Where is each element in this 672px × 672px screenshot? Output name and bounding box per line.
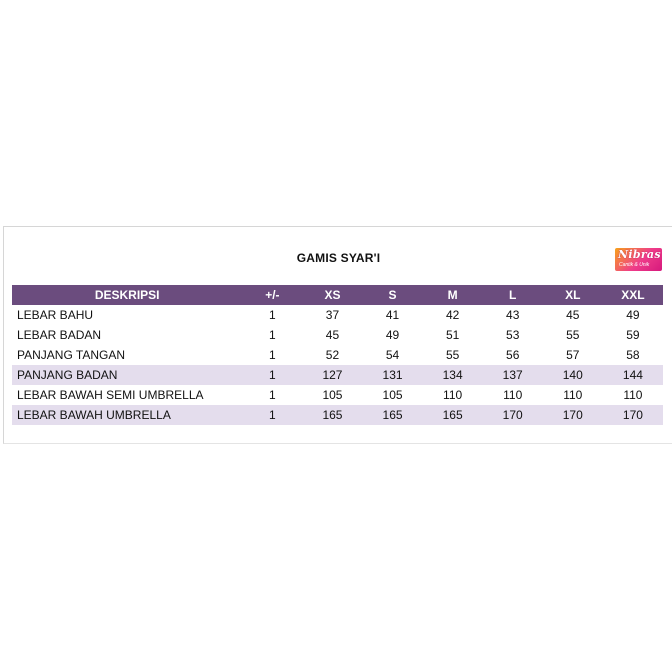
- header-m: M: [423, 285, 483, 305]
- table-cell: 131: [363, 365, 423, 385]
- row-label: LEBAR BAWAH SEMI UMBRELLA: [12, 385, 242, 405]
- table-cell: 49: [363, 325, 423, 345]
- header-tolerance: +/-: [242, 285, 302, 305]
- table-cell: 165: [302, 405, 362, 425]
- table-cell: 110: [603, 385, 663, 405]
- table-cell: 1: [242, 345, 302, 365]
- table-cell: 55: [543, 325, 603, 345]
- table-cell: 45: [302, 325, 362, 345]
- table-cell: 41: [363, 305, 423, 325]
- table-cell: 52: [302, 345, 362, 365]
- table-cell: 43: [483, 305, 543, 325]
- chart-title: GAMIS SYAR'I: [296, 251, 381, 265]
- table-cell: 105: [302, 385, 362, 405]
- table-cell: 37: [302, 305, 362, 325]
- table-row: [12, 385, 663, 405]
- table-cell: 1: [242, 405, 302, 425]
- table-cell: 1: [242, 385, 302, 405]
- table-cell: 105: [363, 385, 423, 405]
- table-cell: 110: [483, 385, 543, 405]
- table-cell: 165: [423, 405, 483, 425]
- table-cell: 42: [423, 305, 483, 325]
- table-cell: 56: [483, 345, 543, 365]
- table-row: [12, 305, 663, 325]
- brand-logo-icon: [615, 248, 662, 271]
- size-chart-panel: [3, 226, 672, 444]
- table-cell: 110: [543, 385, 603, 405]
- table-cell: 170: [483, 405, 543, 425]
- table-cell: 1: [242, 325, 302, 345]
- table-cell: 45: [543, 305, 603, 325]
- table-cell: 110: [423, 385, 483, 405]
- table-cell: 59: [603, 325, 663, 345]
- table-cell: 134: [423, 365, 483, 385]
- table-cell: 49: [603, 305, 663, 325]
- row-label: LEBAR BAWAH UMBRELLA: [12, 405, 242, 425]
- table-cell: 137: [483, 365, 543, 385]
- header-xxl: XXL: [603, 285, 663, 305]
- header-xs: XS: [302, 285, 362, 305]
- table-header-row: [12, 285, 663, 305]
- table-cell: 51: [423, 325, 483, 345]
- table-cell: 55: [423, 345, 483, 365]
- table-cell: 1: [242, 305, 302, 325]
- table-cell: 58: [603, 345, 663, 365]
- table-cell: 53: [483, 325, 543, 345]
- row-label: PANJANG TANGAN: [12, 345, 242, 365]
- table-cell: 165: [363, 405, 423, 425]
- header-xl: XL: [543, 285, 603, 305]
- row-label: LEBAR BAHU: [12, 305, 242, 325]
- size-table: [12, 285, 663, 425]
- table-cell: 127: [302, 365, 362, 385]
- table-cell: 144: [603, 365, 663, 385]
- table-cell: 54: [363, 345, 423, 365]
- table-row: [12, 325, 663, 345]
- header-s: S: [363, 285, 423, 305]
- table-row: [12, 405, 663, 425]
- table-cell: 170: [603, 405, 663, 425]
- table-cell: 1: [242, 365, 302, 385]
- logo-tagline-text: Cantik & Unik: [619, 262, 650, 268]
- row-label: LEBAR BADAN: [12, 325, 242, 345]
- logo-brand-text: Nibras: [618, 248, 661, 261]
- table-cell: 57: [543, 345, 603, 365]
- table-cell: 140: [543, 365, 603, 385]
- table-row: [12, 345, 663, 365]
- header-deskripsi: DESKRIPSI: [12, 285, 242, 305]
- header-l: L: [483, 285, 543, 305]
- table-cell: 170: [543, 405, 603, 425]
- row-label: PANJANG BADAN: [12, 365, 242, 385]
- table-row: [12, 365, 663, 385]
